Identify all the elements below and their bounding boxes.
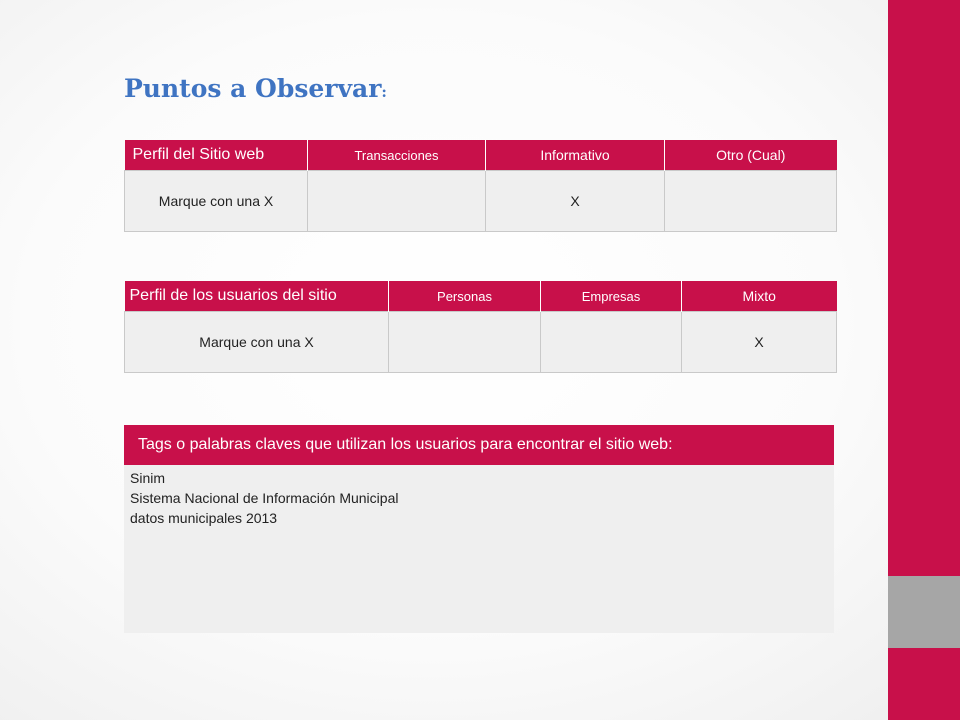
cell-empresas [541,312,682,373]
table-header-row [125,281,837,312]
cell-transacciones [308,171,486,232]
user-profile-label: Perfil de los usuarios del sitio [125,281,389,312]
column-header-personas: Personas [389,281,541,312]
cell-mixto: X [682,312,837,373]
cell-personas [389,312,541,373]
tags-box [124,425,834,633]
sidebar-middle-block [888,576,960,648]
tag-line: datos municipales 2013 [130,510,278,526]
column-header-otro: Otro (Cual) [665,140,837,171]
tag-line: Sistema Nacional de Información Municipal [130,490,399,506]
column-header-transacciones: Transacciones [308,140,486,171]
site-profile-table [124,140,837,232]
table-row [125,171,837,232]
page-title-text: Puntos a Observar [124,74,382,103]
decorative-sidebar [888,0,960,720]
tag-line: Sinim [130,470,166,486]
site-profile-label: Perfil del Sitio web [125,140,308,171]
column-header-mixto: Mixto [682,281,837,312]
cell-informativo: X [486,171,665,232]
sidebar-bottom-block [888,648,960,720]
page-title-colon: : [381,83,387,101]
column-header-empresas: Empresas [541,281,682,312]
tags-header: Tags o palabras claves que utilizan los usuarios para encontrar el sitio web: [124,425,834,465]
cell-otro [665,171,837,232]
column-header-informativo: Informativo [486,140,665,171]
page-title [124,74,387,103]
row-label: Marque con una X [125,171,308,232]
sidebar-top-block [888,0,960,576]
user-profile-table [124,281,837,373]
table-header-row [125,140,837,171]
row-label: Marque con una X [125,312,389,373]
tags-list [124,465,834,531]
table-row [125,312,837,373]
